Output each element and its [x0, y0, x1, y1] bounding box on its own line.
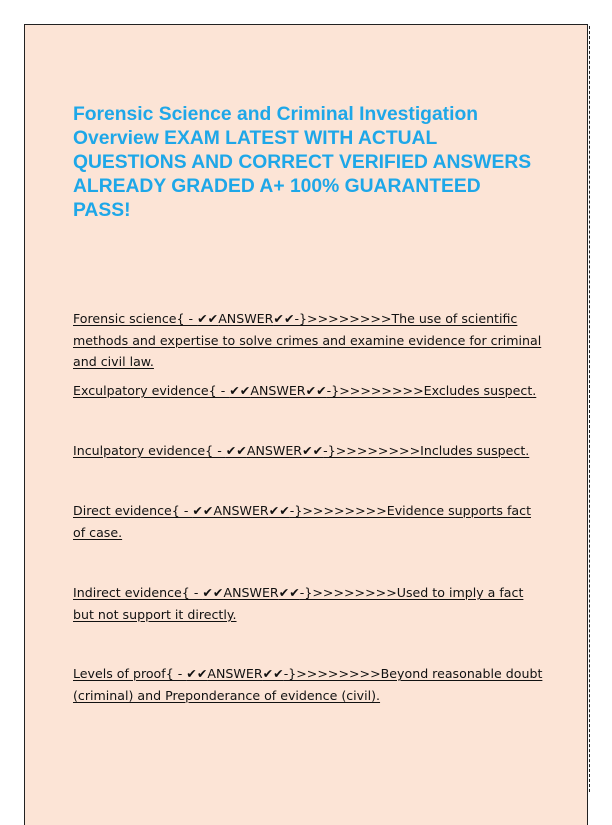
check-mark-icon: ✔✔	[262, 666, 284, 681]
entry-answer: -}>>>>>>>>Used to imply a fact but not support it directly.	[73, 585, 524, 622]
qa-entry-levels-of-proof	[73, 663, 543, 706]
qa-entry-forensic-science	[73, 308, 543, 373]
page-edge-dashed-line	[589, 26, 590, 792]
check-mark-icon: ✔✔	[273, 311, 295, 326]
qa-entry-direct-evidence	[73, 500, 543, 543]
qa-entry-inculpatory-evidence	[73, 440, 543, 462]
check-mark-icon: ✔✔	[278, 585, 300, 600]
check-mark-icon: ✔✔	[268, 503, 290, 518]
answer-label: ANSWER	[246, 443, 303, 458]
entry-term: Inculpatory evidence{ -	[73, 443, 226, 458]
document-title: Forensic Science and Criminal Investigation Overview EXAM LATEST WITH ACTUAL QUESTIONS AND CORRECT VERIFIED ANSWERS ALREADY GRADED A+ 100% GUARANTEED PASS!	[73, 104, 532, 221]
check-mark-icon: ✔✔	[305, 383, 327, 398]
answer-label: ANSWER	[250, 383, 306, 398]
entry-answer: -}>>>>>>>>Includes suspect.	[323, 443, 530, 458]
answer-label: ANSWER	[207, 666, 263, 681]
check-mark-icon: ✔✔	[192, 503, 214, 518]
answer-label: ANSWER	[223, 585, 279, 600]
entry-answer: -}>>>>>>>>Evidence supports fact of case.	[73, 503, 532, 540]
document-page	[24, 24, 588, 825]
entry-term: Direct evidence{ -	[73, 503, 193, 518]
entry-answer: -}>>>>>>>>The use of scientific methods and expertise to solve crimes and examine evidence for criminal and civil law.	[73, 311, 542, 369]
entry-answer: -}>>>>>>>>Beyond reasonable doubt (criminal) and Preponderance of evidence (civil).	[73, 666, 543, 703]
check-mark-icon: ✔✔	[302, 443, 324, 458]
entry-term: Forensic science{ -	[73, 311, 198, 326]
qa-entry-exculpatory-evidence	[73, 380, 543, 402]
check-mark-icon: ✔✔	[202, 585, 224, 600]
qa-entry-indirect-evidence	[73, 582, 543, 625]
check-mark-icon: ✔✔	[225, 443, 247, 458]
entry-answer: -}>>>>>>>>Excludes suspect.	[326, 383, 537, 398]
entry-term: Exculpatory evidence{ -	[73, 383, 230, 398]
entry-term: Indirect evidence{ -	[73, 585, 203, 600]
check-mark-icon: ✔✔	[229, 383, 251, 398]
check-mark-icon: ✔✔	[197, 311, 219, 326]
check-mark-icon: ✔✔	[186, 666, 208, 681]
answer-label: ANSWER	[218, 311, 274, 326]
answer-label: ANSWER	[213, 503, 269, 518]
entry-term: Levels of proof{ -	[73, 666, 187, 681]
